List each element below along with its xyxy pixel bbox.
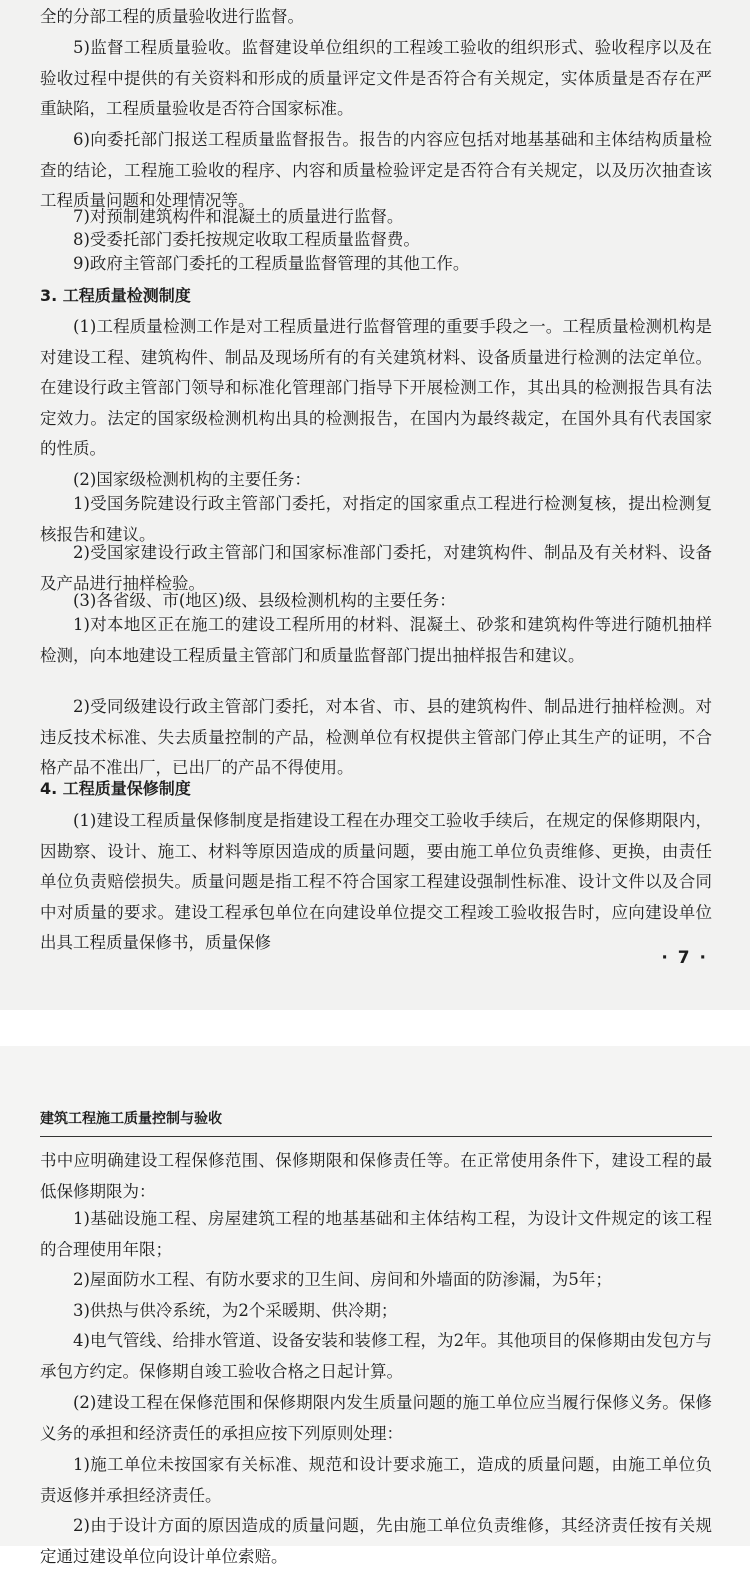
paragraph: 5)监督工程质量验收。监督建设单位组织的工程竣工验收的组织形式、验收程序以及在验收过程中提供的有关资料和形成的质量评定文件是否符合有关规定，实体质量是否存在严重缺陷，工程质量验收是否符合国家标准。 [40,38,712,118]
paragraph: 1)受国务院建设行政主管部门委托，对指定的国家重点工程进行检测复核，提出检测复核报告和建议。 [40,494,712,544]
paragraph: 2)受国家建设行政主管部门和国家标准部门委托，对建筑构件、制品及有关材料、设备及产品进行抽样检验。 [40,543,712,593]
paragraph: 1)对本地区正在施工的建设工程所用的材料、混凝土、砂浆和建筑构件等进行随机抽样检测，向本地建设工程质量主管部门和质量监督部门提出抽样报告和建议。 [40,615,712,665]
paragraph: 书中应明确建设工程保修范围、保修期限和保修责任等。在正常使用条件下，建设工程的最低保修期限为： [40,1151,712,1201]
paragraph: (1)建设工程质量保修制度是指建设工程在办理交工验收手续后，在规定的保修期限内，因勘察、设计、施工、材料等原因造成的质量问题，要由施工单位负责维修、更换，由责任单位负责赔偿损失。质量问题是指工程不符合国家工程建设强制性标准、设计文件以及合同中对质量的要求。建设工程承包单位在向建设单位提交工程竣工验收报告时，应向建设单位出具工程质量保修书，质量保修 [40,811,712,952]
paragraph: (1)工程质量检测工作是对工程质量进行监督管理的重要手段之一。工程质量检测机构是对建设工程、建筑构件、制品及现场所有的有关建筑材料、设备质量进行检测的法定单位。在建设行政主管部门领导和标准化管理部门指导下开展检测工作，其出具的检测报告具有法定效力。法定的国家级检测机构出具的检测报告，在国内为最终裁定，在国外具有代表国家的性质。 [40,317,712,458]
paragraph: 9)政府主管部门委托的工程质量监督管理的其他工作。 [73,254,470,273]
paragraph: 2)受同级建设行政主管部门委托，对本省、市、县的建筑构件、制品进行抽样检测。对违反技术标准、失去质量控制的产品，检测单位有权提供主管部门停止其生产的证明，不合格产品不准出厂，已出厂的产品不得使用。 [40,697,712,777]
paragraph: 2)由于设计方面的原因造成的质量问题，先由施工单位负责维修，其经济责任按有关规定通过建设单位向设计单位索赔。 [40,1516,712,1566]
paragraph: (2)建设工程在保修范围和保修期限内发生质量问题的施工单位应当履行保修义务。保修义务的承担和经济责任的承担应按下列原则处理： [40,1393,712,1443]
section-heading-3: 3. 工程质量检测制度 [40,286,191,305]
paragraph: 1)基础设施工程、房屋建筑工程的地基基础和主体结构工程，为设计文件规定的该工程的合理使用年限； [40,1209,712,1259]
paragraph: 8)受委托部门委托按规定收取工程质量监督费。 [73,230,420,249]
paragraph: 3)供热与供冷系统，为2个采暖期、供冷期； [73,1301,398,1320]
page-number: · 7 · [661,948,708,968]
running-header: 建筑工程施工质量控制与验收 [40,1111,222,1127]
paragraph: 6)向委托部门报送工程质量监督报告。报告的内容应包括对地基基础和主体结构质量检查的结论，工程施工验收的程序、内容和质量检验评定是否符合有关规定，以及历次抽查该工程质量问题和处理情况等。 [40,130,712,210]
paragraph: 2)屋面防水工程、有防水要求的卫生间、房间和外墙面的防渗漏，为5年； [73,1270,612,1289]
section-heading-4: 4. 工程质量保修制度 [40,779,191,798]
book-page-bottom [0,1046,750,1566]
paragraph: 7)对预制建筑构件和混凝土的质量进行监督。 [73,207,404,226]
paragraph: (2)国家级检测机构的主要任务： [73,470,311,489]
paragraph: 全的分部工程的质量验收进行监督。 [40,7,304,26]
header-rule [40,1136,712,1137]
paragraph: 4)电气管线、给排水管道、设备安装和装修工程，为2年。其他项目的保修期由发包方与承包方约定。保修期自竣工验收合格之日起计算。 [40,1331,712,1381]
paragraph: 1)施工单位未按国家有关标准、规范和设计要求施工，造成的质量问题，由施工单位负责返修并承担经济责任。 [40,1455,712,1505]
paragraph: (3)各省级、市(地区)级、县级检测机构的主要任务： [73,591,456,610]
